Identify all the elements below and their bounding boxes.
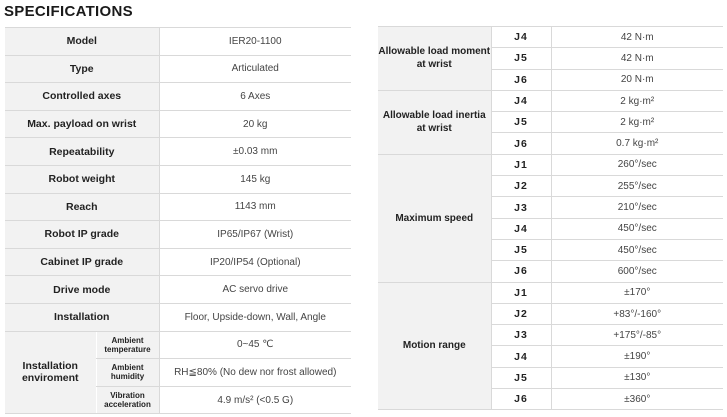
spec-label: Repeatability xyxy=(5,138,159,166)
spec-value: 210°/sec xyxy=(551,197,723,218)
group-label: Allowable load moment at wrist xyxy=(378,27,491,91)
spec-value: ±190° xyxy=(551,346,723,367)
spec-value: 1143 mm xyxy=(159,193,351,221)
spec-value: 255°/sec xyxy=(551,176,723,197)
spec-value: 260°/sec xyxy=(551,154,723,175)
joint-label: J6 xyxy=(491,69,551,90)
table-row xyxy=(5,303,351,331)
joint-label: J6 xyxy=(491,133,551,154)
spec-label: Reach xyxy=(5,193,159,221)
spec-value: +83°/-160° xyxy=(551,303,723,324)
joint-label: J2 xyxy=(491,303,551,324)
spec-label: Installation xyxy=(5,303,159,331)
spec-value: 42 N·m xyxy=(551,48,723,69)
spec-value: IP20/IP54 (Optional) xyxy=(159,248,351,276)
spec-value: 42 N·m xyxy=(551,27,723,48)
spec-value: 2 kg·m² xyxy=(551,90,723,111)
table-row xyxy=(378,90,723,111)
group-label: Motion range xyxy=(378,282,491,410)
table-row xyxy=(5,331,351,359)
spec-table-right xyxy=(378,26,723,410)
spec-label: Robot IP grade xyxy=(5,221,159,249)
joint-label: J3 xyxy=(491,325,551,346)
joint-label: J5 xyxy=(491,367,551,388)
joint-label: J4 xyxy=(491,218,551,239)
spec-value: ±360° xyxy=(551,389,723,410)
spec-value: ±0.03 mm xyxy=(159,138,351,166)
spec-value: +175°/-85° xyxy=(551,325,723,346)
spec-value: 0.7 kg·m² xyxy=(551,133,723,154)
spec-value: ±130° xyxy=(551,367,723,388)
joint-label: J4 xyxy=(491,90,551,111)
spec-label: Type xyxy=(5,55,159,83)
joint-label: J6 xyxy=(491,261,551,282)
spec-label: Model xyxy=(5,28,159,56)
spec-value: 20 kg xyxy=(159,110,351,138)
spec-value: IER20-1100 xyxy=(159,28,351,56)
spec-value: 4.9 m/s² (<0.5 G) xyxy=(159,386,351,414)
table-row xyxy=(5,138,351,166)
joint-label: J5 xyxy=(491,239,551,260)
table-row xyxy=(5,193,351,221)
joint-label: J4 xyxy=(491,346,551,367)
spec-value: 0~45 ℃ xyxy=(159,331,351,359)
spec-value: ±170° xyxy=(551,282,723,303)
table-row xyxy=(378,154,723,175)
group-label: Allowable load inertia at wrist xyxy=(378,90,491,154)
spec-label: Drive mode xyxy=(5,276,159,304)
table-row xyxy=(5,221,351,249)
spec-label: Max. payload on wrist xyxy=(5,110,159,138)
joint-label: J1 xyxy=(491,282,551,303)
spec-value: IP65/IP67 (Wrist) xyxy=(159,221,351,249)
table-row xyxy=(5,110,351,138)
spec-value: RH≦80% (No dew nor frost allowed) xyxy=(159,359,351,387)
spec-label: Cabinet IP grade xyxy=(5,248,159,276)
joint-label: J6 xyxy=(491,389,551,410)
spec-value: 145 kg xyxy=(159,165,351,193)
spec-value: 20 N·m xyxy=(551,69,723,90)
group-label: Maximum speed xyxy=(378,154,491,282)
spec-value: 450°/sec xyxy=(551,218,723,239)
spec-table-left xyxy=(5,27,351,414)
spec-value: 600°/sec xyxy=(551,261,723,282)
spec-value: Floor, Upside-down, Wall, Angle xyxy=(159,303,351,331)
joint-label: J4 xyxy=(491,27,551,48)
spec-label: Robot weight xyxy=(5,165,159,193)
spec-value: Articulated xyxy=(159,55,351,83)
table-row xyxy=(5,83,351,111)
spec-label: Controlled axes xyxy=(5,83,159,111)
environment-label: Installation enviroment xyxy=(5,331,96,414)
spec-value: 6 Axes xyxy=(159,83,351,111)
table-row xyxy=(5,276,351,304)
page-title: SPECIFICATIONS xyxy=(4,3,133,20)
spec-value: AC servo drive xyxy=(159,276,351,304)
table-row xyxy=(5,55,351,83)
joint-label: J5 xyxy=(491,48,551,69)
spec-value: 2 kg·m² xyxy=(551,112,723,133)
spec-value: 450°/sec xyxy=(551,239,723,260)
table-row xyxy=(378,27,723,48)
environment-sub-label: Vibration acceleration xyxy=(96,386,159,414)
joint-label: J5 xyxy=(491,112,551,133)
joint-label: J1 xyxy=(491,154,551,175)
table-row xyxy=(5,248,351,276)
environment-sub-label: Ambient temperature xyxy=(96,331,159,359)
joint-label: J2 xyxy=(491,176,551,197)
environment-sub-label: Ambient humidity xyxy=(96,359,159,387)
table-row xyxy=(5,28,351,56)
table-row xyxy=(5,165,351,193)
table-row xyxy=(378,282,723,303)
joint-label: J3 xyxy=(491,197,551,218)
